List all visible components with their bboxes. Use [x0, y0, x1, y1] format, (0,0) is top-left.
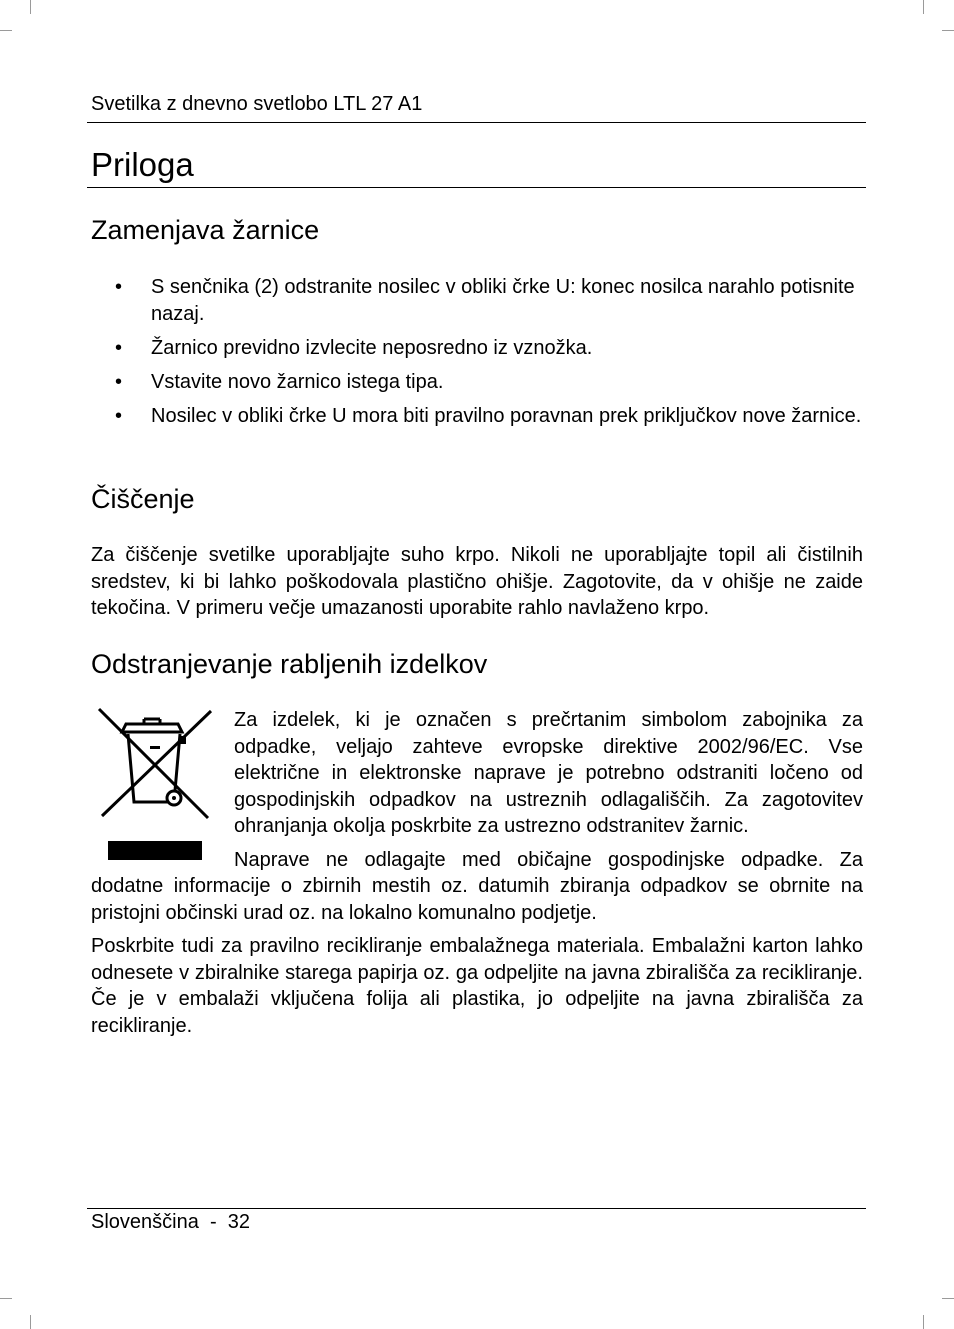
- footer: [91, 1211, 250, 1234]
- cleaning-paragraph: Za čiščenje svetilke uporabljajte suho krpo. Nikoli ne uporabljajte topil ali čistilnih sredstev, ki bi lahko poškodovala plastično ohišje. Zagotovite, da v ohišje ne zaide tekočina. V primeru večje umazanosti uporabite rahlo navlaženo krpo.: [91, 544, 863, 619]
- crop-mark: [30, 0, 31, 14]
- section-title: Priloga: [91, 146, 194, 183]
- list-item: • S senčnika (2) odstranite nosilec v obliki črke U: konec nosilca narahlo potisnite nazaj.: [115, 276, 855, 325]
- disposal-paragraph-1: Za izdelek, ki je označen s prečrtanim simbolom zabojnika za odpadke, veljajo zahteve evropske direktive 2002/96/EC. Vse električne in elektronske naprave je potrebno odstraniti ločeno od gospodinjskih odpadkov na ustreznih odlagališčih. Za zagotovitev ohranjanja okolja poskrbite za ustrezno odstranitev žarnic.: [234, 709, 863, 837]
- running-header: Svetilka z dnevno svetlobo LTL 27 A1: [91, 93, 423, 115]
- cleaning-heading: Čiščenje: [91, 484, 195, 514]
- cleaning-text-block: [91, 542, 863, 622]
- footer-rule: [87, 1208, 866, 1209]
- bullet-icon: •: [115, 336, 123, 359]
- crossed-out-wheelie-bin-icon: [96, 706, 216, 866]
- disposal-heading: Odstranjevanje rabljenih izdelkov: [91, 649, 488, 679]
- bullet-icon: •: [115, 370, 123, 393]
- crop-mark: [0, 30, 12, 31]
- header-rule: [87, 122, 866, 123]
- bulb-replacement-heading: Zamenjava žarnice: [91, 215, 320, 245]
- crop-mark: [923, 1315, 924, 1329]
- disposal-paragraph-3: Poskrbite tudi za pravilno recikliranje embalažnega materiala. Embalažni karton lahko odnesete v zbiralnike starega papirja oz. ga odpeljite na javna zbirališča za recikliranje. Če je v embalaži vključena folija ali plastika, jo odpeljite na javna zbirališča za recikliranje.: [91, 935, 863, 1037]
- footer-language: Slovenščina: [91, 1211, 199, 1233]
- bullet-icon: •: [115, 404, 123, 427]
- disposal-paragraph-2: Naprave ne odlagajte med običajne gospodinjske odpadke. Za dodatne informacije o zbirnih mestih oz. datumih zbiranja odpadkov se obrnite na pristojni občinski urad oz. na lokalno komunalno podjetje.: [91, 848, 863, 924]
- list-item: • Vstavite novo žarnico istega tipa.: [91, 369, 863, 396]
- crop-mark: [942, 30, 954, 31]
- footer-separator: -: [209, 1211, 217, 1233]
- crop-mark: [0, 1298, 12, 1299]
- list-item: • Žarnico previdno izvlecite neposredno iz vznožka.: [91, 335, 863, 362]
- page-number: 32: [227, 1211, 251, 1233]
- list-item: • Nosilec v obliki črke U mora biti pravilno poravnan prek priključkov nove žarnice.: [91, 403, 863, 430]
- section-title-rule: [87, 187, 866, 188]
- crop-mark: [923, 0, 924, 14]
- bulb-replacement-list: [91, 274, 863, 437]
- crop-mark: [30, 1315, 31, 1329]
- bullet-icon: •: [115, 276, 123, 298]
- crop-mark: [942, 1298, 954, 1299]
